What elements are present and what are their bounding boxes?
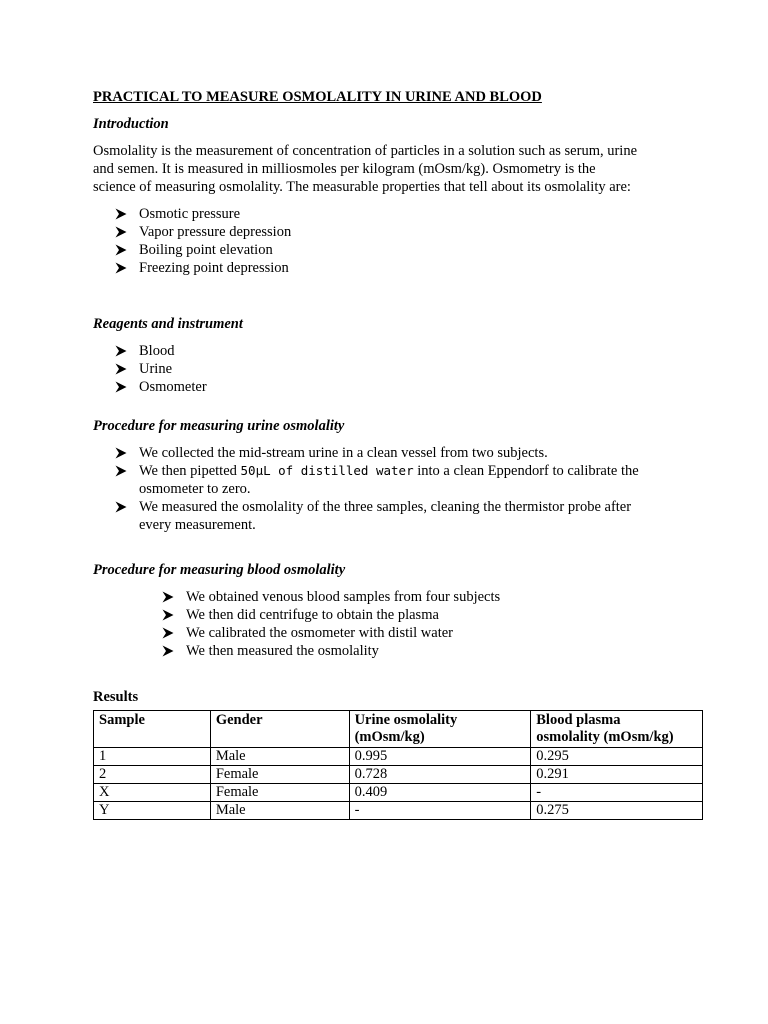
blood-procedure-list: [93, 588, 705, 660]
cell-blood: 0.291: [531, 766, 703, 784]
list-item: [93, 259, 705, 277]
table-row: [94, 802, 703, 820]
cell-gender: Male: [210, 748, 349, 766]
introduction-line: and semen. It is measured in milliosmoles per kilogram (mOsm/kg). Osmometry is the: [93, 161, 596, 177]
list-item: [93, 642, 705, 660]
introduction-heading: Introduction: [93, 116, 169, 132]
list-item-text: Boiling point elevation: [139, 242, 273, 258]
list-item: [93, 498, 705, 534]
arrowhead-bullet-icon: [115, 226, 127, 238]
list-item-text: every measurement.: [139, 517, 256, 533]
arrowhead-bullet-icon: [115, 244, 127, 256]
blood-procedure-heading: Procedure for measuring blood osmolality: [93, 562, 346, 578]
arrowhead-bullet-icon: [115, 501, 127, 513]
list-item-text: We obtained venous blood samples from four subjects: [186, 589, 501, 605]
arrowhead-bullet-icon: [115, 262, 127, 274]
list-item-text: osmometer to zero.: [139, 481, 251, 497]
properties-list: [93, 205, 705, 277]
list-item-text-mono: 50µL of distilled water: [240, 463, 414, 478]
list-item-text: We calibrated the osmometer with distil water: [186, 625, 453, 641]
cell-urine: 0.728: [349, 766, 531, 784]
list-item: [93, 342, 705, 360]
list-item-text: Blood: [139, 343, 175, 359]
cell-blood: -: [531, 784, 703, 802]
header-line: (mOsm/kg): [354, 729, 425, 745]
introduction-paragraph: [93, 142, 705, 196]
arrowhead-bullet-icon: [115, 465, 127, 477]
cell-gender: Male: [210, 802, 349, 820]
reagents-heading: Reagents and instrument: [93, 316, 243, 332]
document-title: PRACTICAL TO MEASURE OSMOLALITY IN URINE AND BLOOD: [93, 89, 542, 105]
arrowhead-bullet-icon: [162, 645, 174, 657]
arrowhead-bullet-icon: [115, 447, 127, 459]
table-row: [94, 748, 703, 766]
arrowhead-bullet-icon: [115, 345, 127, 357]
cell-sample: 2: [94, 766, 211, 784]
arrowhead-bullet-icon: [115, 208, 127, 220]
arrowhead-bullet-icon: [162, 627, 174, 639]
results-heading: Results: [93, 689, 139, 705]
list-item: [93, 588, 705, 606]
cell-blood: 0.275: [531, 802, 703, 820]
column-header-gender: Gender: [210, 711, 349, 748]
list-item: [93, 606, 705, 624]
list-item-text: Osmotic pressure: [139, 206, 241, 222]
list-item: [93, 223, 705, 241]
list-item-text: into a clean Eppendorf to calibrate the: [413, 463, 639, 479]
list-item-text: We measured the osmolality of the three samples, cleaning the thermistor probe after: [139, 499, 632, 515]
urine-procedure-list: [93, 444, 705, 534]
cell-urine: 0.409: [349, 784, 531, 802]
cell-sample: X: [94, 784, 211, 802]
reagents-list: [93, 342, 705, 396]
list-item: [93, 241, 705, 259]
list-item: [93, 378, 705, 396]
list-item-text: We then pipetted: [139, 463, 241, 479]
urine-procedure-heading: Procedure for measuring urine osmolality: [93, 418, 345, 434]
cell-urine: 0.995: [349, 748, 531, 766]
header-line: osmolality (mOsm/kg): [536, 729, 674, 745]
list-item: [93, 444, 705, 462]
list-item-text: Vapor pressure depression: [139, 224, 292, 240]
cell-sample: 1: [94, 748, 211, 766]
arrowhead-bullet-icon: [115, 363, 127, 375]
list-item-text: Osmometer: [139, 379, 207, 395]
table-row: [94, 766, 703, 784]
document-page: [93, 88, 705, 820]
list-item: [93, 360, 705, 378]
arrowhead-bullet-icon: [162, 609, 174, 621]
cell-gender: Female: [210, 784, 349, 802]
header-line: Urine osmolality: [354, 712, 458, 728]
header-line: Blood plasma: [536, 712, 621, 728]
list-item: [93, 205, 705, 223]
arrowhead-bullet-icon: [115, 381, 127, 393]
table-header-row: [94, 711, 703, 748]
table-row: [94, 784, 703, 802]
list-item-text: Freezing point depression: [139, 260, 289, 276]
list-item-text: Urine: [139, 361, 173, 377]
column-header-sample: Sample: [94, 711, 211, 748]
cell-urine: -: [349, 802, 531, 820]
arrowhead-bullet-icon: [162, 591, 174, 603]
list-item: [93, 462, 705, 498]
introduction-line: science of measuring osmolality. The measurable properties that tell about its osmolality are:: [93, 179, 631, 195]
list-item-text: We then measured the osmolality: [186, 643, 379, 659]
introduction-line: Osmolality is the measurement of concentration of particles in a solution such as serum, urine: [93, 143, 638, 159]
list-item: [93, 624, 705, 642]
list-item-text: We then did centrifuge to obtain the plasma: [186, 607, 439, 623]
column-header-blood-osmolality: [531, 711, 703, 748]
cell-sample: Y: [94, 802, 211, 820]
results-table: [93, 710, 703, 820]
column-header-urine-osmolality: [349, 711, 531, 748]
cell-gender: Female: [210, 766, 349, 784]
cell-blood: 0.295: [531, 748, 703, 766]
list-item-text: We collected the mid-stream urine in a clean vessel from two subjects.: [139, 445, 548, 461]
